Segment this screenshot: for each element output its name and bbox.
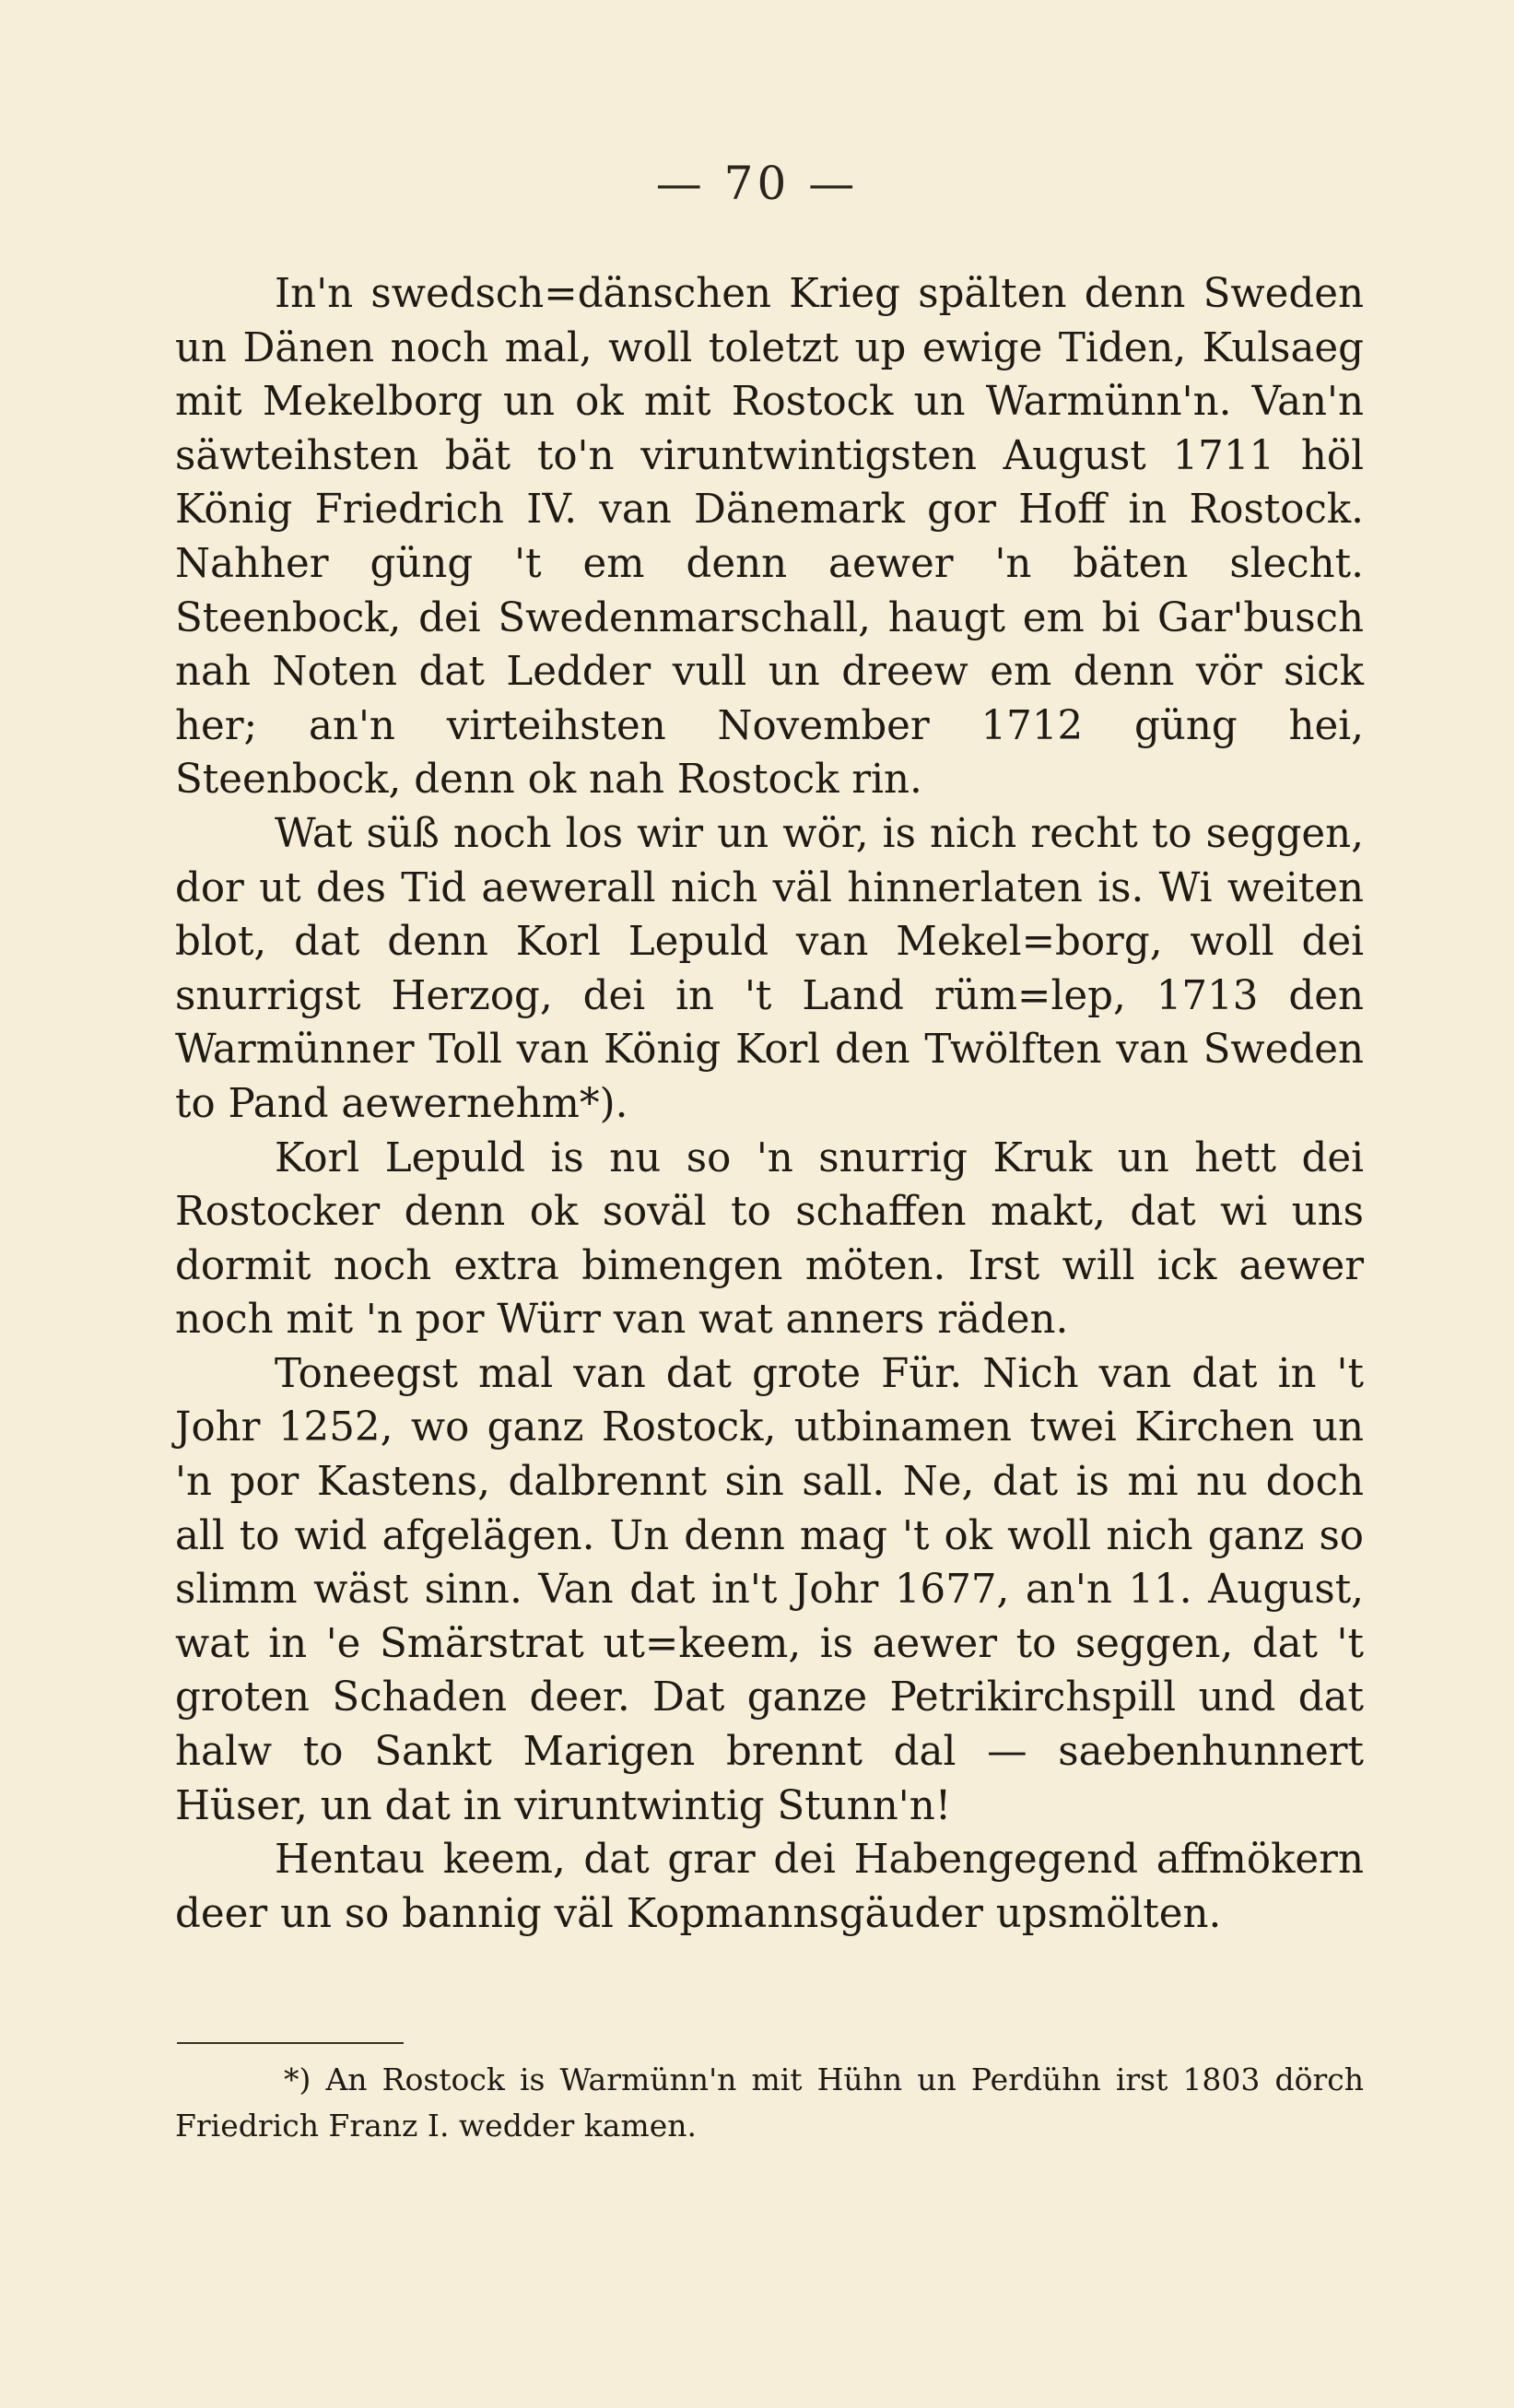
body-text	[175, 267, 1364, 1941]
page-number: — 70 —	[655, 157, 859, 210]
footnote-divider	[177, 2042, 404, 2044]
footnote	[175, 2057, 1364, 2149]
paragraph: Korl Lepuld is nu so 'n snurrig Kruk un hett dei Rostocker denn ok soväl to schaffen makt, dat wi uns dormit noch extra bimengen möten. Irst will ick aewer noch mit 'n por Würr van wat anners räden.	[175, 1134, 1364, 1344]
paragraph: Hentau keem, dat grar dei Habengegend affmökern deer un so bannig väl Kopmannsgäuder upsmölten.	[175, 1837, 1364, 1937]
footnote-text: *) An Rostock is Warmünn'n mit Hühn un Perdühn irst 1803 dörch Friedrich Franz I. wedder kamen.	[175, 2061, 1364, 2144]
paragraph: Wat süß noch los wir un wör, is nich recht to seggen, dor ut des Tid aewerall nich väl hinnerlaten is. Wi weiten blot, dat denn Korl Lepuld van Mekel=borg, woll dei snurrigst Herzog, dei in 't Land rüm=lep, 1713 den Warmünner Toll van König Korl den Twölften van Sweden to Pand aewernehm*).	[175, 810, 1364, 1127]
paragraph: Toneegst mal van dat grote Für. Nich van dat in 't Johr 1252, wo ganz Rostock, utbinamen twei Kirchen un 'n por Kastens, dalbrennt sin sall. Ne, dat is mi nu doch all to wid afgelägen. Un denn mag 't ok woll nich ganz so slimm wäst sinn. Van dat in't Johr 1677, an'n 11. August, wat in 'e Smärstrat ut=keem, is aewer to seggen, dat 't groten Schaden deer. Dat ganze Petrikirchspill und dat halw to Sankt Marigen brennt dal — saebenhunnert Hüser, un dat in viruntwintig Stunn'n!	[175, 1350, 1364, 1829]
paragraph: In'n swedsch=dänschen Krieg spälten denn Sweden un Dänen noch mal, woll toletzt up ewige Tiden, Kulsaeg mit Mekelborg un ok mit Rostock un Warmünn'n. Van'n säwteihsten bät to'n viruntwintigsten August 1711 höl König Friedrich IV. van Dänemark gor Hoff in Rostock. Nahher güng 't em denn aewer 'n bäten slecht. Steenbock, dei Swedenmarschall, haugt em bi Gar'busch nah Noten dat Ledder vull un dreew em denn vör sick her; an'n virteihsten November 1712 güng hei, Steenbock, denn ok nah Rostock rin.	[175, 271, 1364, 804]
